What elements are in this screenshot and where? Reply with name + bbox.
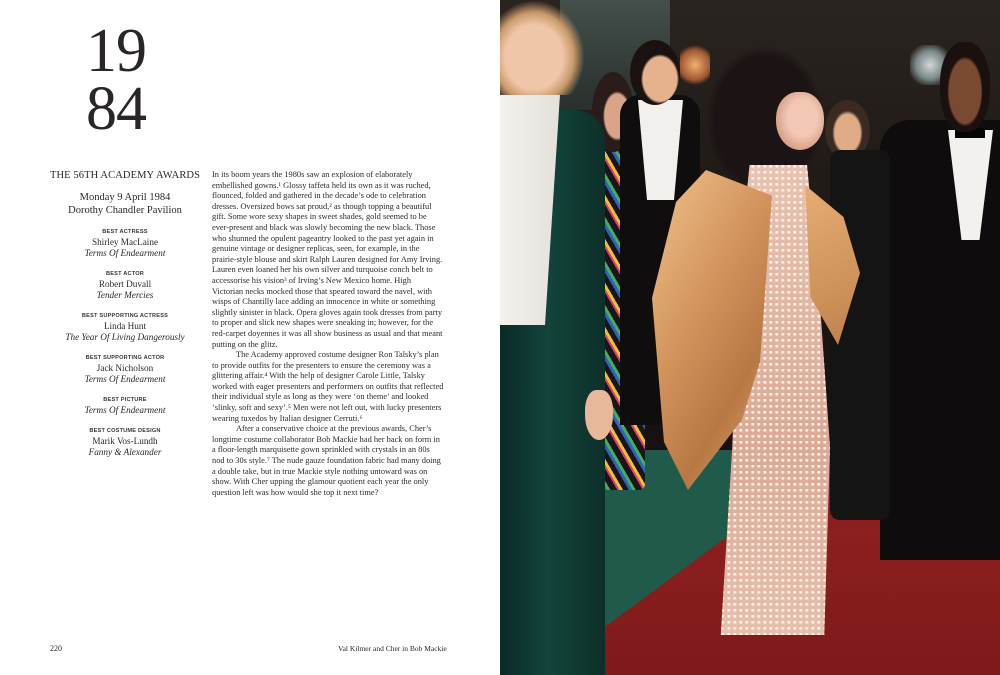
award-film: Terms Of Endearment — [84, 248, 166, 258]
award-winner: Marik Vos-Lundh — [92, 436, 158, 446]
award-category: BEST COSTUME DESIGN — [89, 428, 161, 434]
award-category: BEST SUPPORTING ACTOR — [85, 355, 165, 361]
year-heading — [86, 17, 176, 143]
photo-val-kilmer-hand — [585, 390, 613, 440]
award-best-actress — [46, 229, 204, 259]
award-best-supporting-actor — [46, 355, 204, 385]
article-body — [212, 170, 444, 498]
photo-caption: Val Kilmer and Cher in Bob Mackie — [338, 644, 447, 653]
article-paragraph: The Academy approved costume designer Ron Talsky’s plan to provide outfits for the presenters to ensure the ceremony was a glittering affair.⁴ With the help of designer Carole Little, Talsky worked with eager presenters and performers on outfits that reflected their individual style as long as they were ‘on theme’ and looked ‘slinky, soft and sexy’.⁵ Men were not left out, with lucky presenters wearing tuxedos by Italian designer Cerruti.⁶ — [212, 350, 444, 423]
award-best-picture — [46, 397, 204, 416]
event-date: Monday 9 April 1984 — [79, 192, 171, 203]
article-paragraph: After a conservative choice at the previous awards, Cher’s longtime costume collaborator Bob Mackie had her back on form in a floor-length marquisette gown sprinkled with crystals in an 80s nod to 30s style.⁷ The nude gauze foundation fabric had many doing a double take, but in true Mackie style nothing untoward was on show. With Cher upping the glamour quotient each year the only question left was how would she top it next time? — [212, 424, 441, 497]
award-film: Fanny & Alexander — [88, 447, 162, 457]
award-category: BEST SUPPORTING ACTRESS — [81, 313, 169, 319]
award-winner: Linda Hunt — [103, 321, 147, 331]
award-winner: Jack Nicholson — [96, 363, 154, 373]
award-film: The Year Of Living Dangerously — [65, 332, 185, 342]
award-best-actor — [46, 271, 204, 301]
award-winner: Robert Duvall — [98, 279, 152, 289]
award-film: Tender Mercies — [96, 290, 154, 300]
award-category: BEST ACTRESS — [102, 229, 148, 235]
award-winner: Shirley MacLaine — [91, 237, 159, 247]
awards-sidebar — [46, 170, 204, 458]
award-film: Terms Of Endearment — [84, 374, 166, 384]
award-best-supporting-actress — [46, 313, 204, 343]
photo-man-head — [630, 40, 680, 105]
event-details — [46, 191, 204, 217]
event-venue: Dorothy Chandler Pavilion — [68, 205, 182, 216]
award-best-costume-design — [46, 428, 204, 458]
article-paragraph: In its boom years the 1980s saw an explosion of elaborately embellished gowns.¹ Glossy taffeta held its own as it was ruched, flounced, folded and gathered in the decade’s ode to celebration dresses. Oversized bows sat proud,² as though topping a beautiful gift. Some wore sexy shapes in sweet shades, gold seemed to be ever-present and black was slowly becoming the new black. Those who shunned the opulent pageantry looked to the past yet again in genuine vintage or designer replicas, seen, for example, in the prairie-style blouse and skirt Ralph Lauren designed for Amy Irving. Lauren even loaned her his own silver and turquoise conch belt to accessorise his vision³ of Irving’s New Mexico home. High Victorian necks mocked those that speared toward the navel, with wisps of Chantilly lace adding an innocence in white or something slightly sinister in black. Opera gloves again took dresses from party to proper and slick new shapes were sneaking in; however, for the red-carpet doyennes it was all show business as usual and that meant putting on the glitz. — [212, 170, 443, 349]
page-number: 220 — [50, 644, 62, 653]
award-category: BEST ACTOR — [105, 271, 145, 277]
year-line-1: 19 — [86, 17, 146, 85]
year-line-2: 84 — [86, 75, 146, 143]
award-category: BEST PICTURE — [103, 397, 147, 403]
event-title: THE 56TH ACADEMY AWARDS — [49, 170, 201, 181]
photo-cher-face — [776, 92, 824, 150]
photo-val-kilmer-and-cher — [500, 0, 1000, 675]
photo-man-right-head — [940, 42, 990, 132]
photo-val-kilmer-head — [500, 0, 585, 95]
award-film: Terms Of Endearment — [84, 405, 166, 415]
